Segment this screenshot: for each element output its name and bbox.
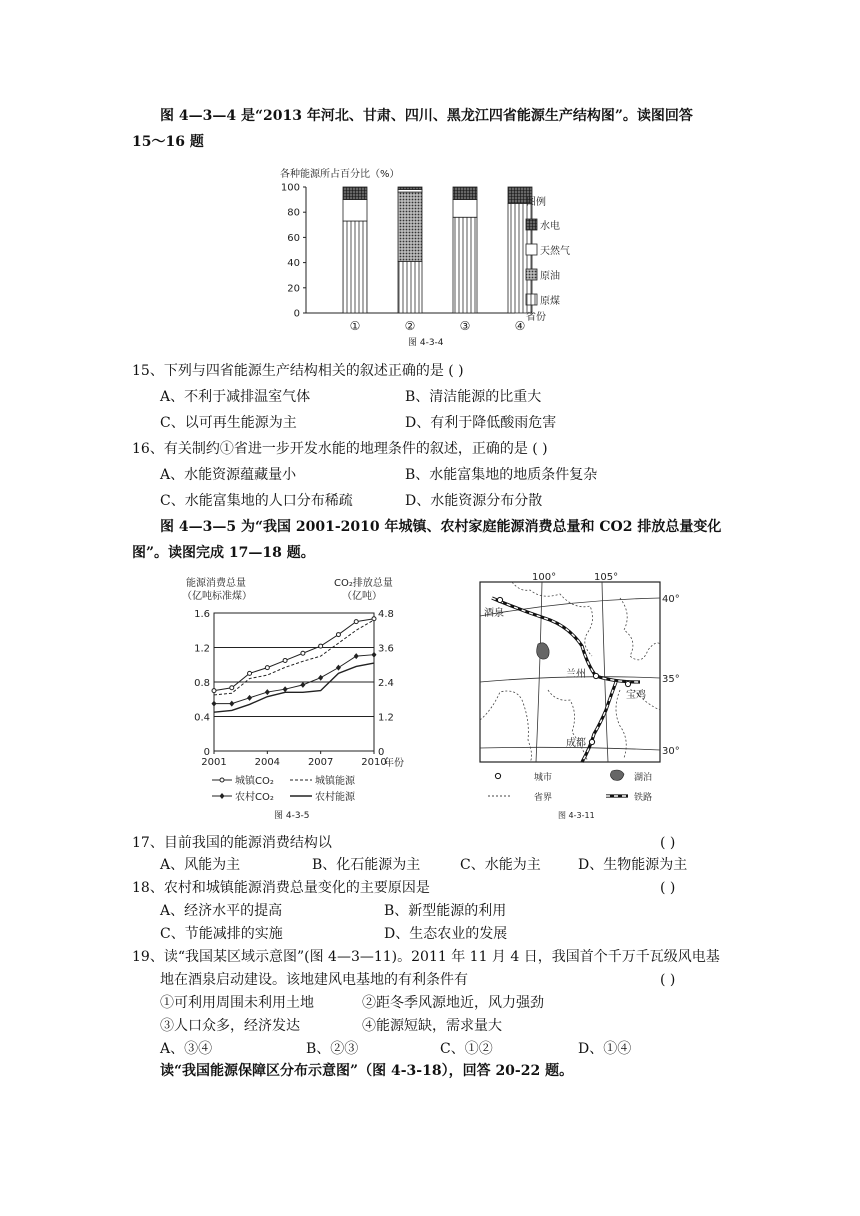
legend-swatch	[526, 219, 537, 230]
left-tick-label: 1.2	[194, 643, 210, 655]
bar-segment	[343, 200, 367, 221]
bar-y-tick-label: 40	[287, 258, 300, 270]
legend-swatch	[526, 244, 537, 255]
region-map	[470, 570, 692, 825]
q18-answer-paren: ( )	[660, 880, 676, 896]
bar-segment	[343, 221, 367, 313]
q18-stem: 18、农村和城镇能源消费总量变化的主要原因是	[132, 880, 430, 896]
q19-option-a[interactable]: A、③④	[160, 1041, 213, 1057]
bar-segment	[398, 192, 422, 261]
bar-legend	[526, 219, 570, 307]
legend-rail-label: 铁路	[634, 793, 653, 803]
legend-label: 水电	[540, 221, 560, 232]
bar-category-label: ③	[459, 319, 471, 333]
series-point	[230, 686, 234, 690]
legend-city-icon	[495, 773, 500, 778]
legend-lake-icon	[610, 770, 624, 780]
series-point	[212, 701, 217, 707]
figure-caption-4311: 图 4-3-11	[558, 811, 595, 820]
intro-line-1: 图 4—3—4 是“2013 年河北、甘肃、四川、黑龙江四省能源生产结构图”。读图回答	[160, 108, 693, 124]
series-point	[336, 665, 341, 671]
series-point	[318, 675, 323, 681]
series-point	[336, 633, 340, 637]
q16-option-a[interactable]: A、水能资源蕴藏量小	[160, 467, 297, 483]
bar-y-tick-label: 80	[287, 207, 300, 219]
x-tick-label: 2004	[254, 757, 281, 768]
svg-text:农村CO₂: 农村CO₂	[235, 792, 274, 803]
bar-segment	[398, 261, 422, 313]
label-chengdu: 成都	[566, 738, 586, 749]
q18-option-a[interactable]: A、经济水平的提高	[160, 903, 283, 919]
intro3-line: 读“我国能源保障区分布示意图”（图 4-3-18），回答 20-22 题。	[160, 1063, 574, 1079]
q19-answer-paren: ( )	[660, 972, 676, 988]
series-point	[247, 695, 252, 701]
series-point	[354, 653, 359, 659]
series-point	[283, 686, 288, 692]
legend-label: 原煤	[540, 296, 560, 307]
q18-option-c[interactable]: C、节能减排的实施	[160, 926, 283, 942]
legend-title: 图例	[526, 197, 546, 208]
q17-option-a[interactable]: A、风能为主	[160, 857, 241, 873]
bar-segment	[343, 187, 367, 200]
baoji-city-marker	[625, 681, 630, 686]
q17-option-b[interactable]: B、化石能源为主	[312, 857, 421, 873]
label-lanzhou: 兰州	[566, 669, 586, 680]
q15-stem: 15、下列与四省能源生产结构相关的叙述正确的是 ( )	[132, 363, 464, 379]
series-line	[214, 655, 374, 704]
q19-option-c[interactable]: C、①②	[440, 1041, 493, 1057]
left-axis-label-2: （亿吨标准煤）	[182, 591, 252, 602]
series-point	[265, 689, 270, 695]
right-axis-label-2: （亿吨）	[342, 591, 382, 602]
q15-option-d[interactable]: D、有利于降低酸雨危害	[405, 415, 557, 431]
legend-rural-co2	[212, 790, 274, 803]
label-lat-40: 40°	[662, 594, 680, 605]
series-point	[354, 620, 358, 624]
legend-city-label: 城市	[534, 773, 553, 783]
bars	[343, 187, 532, 313]
jiuquan-city-marker	[497, 597, 502, 602]
series-point	[229, 701, 234, 707]
line-series	[212, 617, 377, 712]
x-tick-label: 2007	[307, 757, 334, 768]
q16-option-d[interactable]: D、水能资源分布分散	[405, 493, 543, 509]
q19-line-2: 地在酒泉启动建设。该地建风电基地的有利条件有	[160, 972, 468, 988]
series-point	[319, 644, 323, 648]
bar-category-label: ④	[514, 319, 526, 333]
legend-label: 天然气	[540, 246, 570, 257]
q15-option-c[interactable]: C、以可再生能源为主	[160, 415, 297, 431]
label-baoji: 宝鸡	[626, 690, 646, 701]
legend-rural-energy	[290, 790, 356, 803]
q16-stem: 16、有关制约①省进一步开发水能的地理条件的叙述，正确的是 ( )	[132, 441, 548, 457]
label-lat-35: 35°	[662, 674, 680, 685]
q18-option-d[interactable]: D、生态农业的发展	[384, 926, 508, 942]
q19-line-1: 19、读“我国某区域示意图”(图 4—3—11)。2011 年 11 月 4 日，我国首个千万千瓦级风电基	[132, 949, 720, 965]
right-axis-label-1: CO₂排放总量	[334, 578, 393, 589]
label-jiuquan: 酒泉	[484, 608, 504, 619]
intro2-line-2: 图”。读图完成 17—18 题。	[132, 545, 315, 561]
year-axis-label: 年份	[384, 758, 404, 769]
left-tick-label: 0.8	[194, 678, 210, 689]
label-lon-100: 100°	[532, 572, 557, 583]
legend-urban-co2	[212, 774, 274, 787]
q18-option-b[interactable]: B、新型能源的利用	[384, 903, 507, 919]
series-point	[301, 651, 305, 655]
line-grid	[194, 609, 394, 758]
stacked-bar-chart	[270, 165, 610, 350]
series-point	[300, 682, 305, 688]
q17-answer-paren: ( )	[660, 835, 676, 851]
series-point	[283, 658, 287, 662]
bar-segment	[453, 200, 477, 218]
line-chart	[178, 575, 418, 827]
bar-chart-ylabel: 各种能源所占百分比（%）	[280, 169, 400, 180]
intro-line-2: 15～16 题	[132, 134, 204, 150]
right-tick-label: 3.6	[378, 643, 394, 655]
q16-option-b[interactable]: B、水能富集地的地质条件复杂	[405, 467, 598, 483]
intro2-line-1: 图 4—3—5 为“我国 2001-2010 年城镇、农村家庭能源消费总量和 CO2 排放总量变化	[160, 519, 722, 535]
bar-x-labels	[350, 319, 526, 333]
right-tick-label: 1.2	[378, 712, 394, 724]
q19-option-b[interactable]: B、②③	[306, 1041, 359, 1057]
bar-y-ticks	[281, 183, 306, 320]
legend-urban-energy	[290, 774, 356, 787]
left-tick-label: 0.4	[194, 712, 210, 724]
bar-chart-xlabel: 省份	[526, 312, 546, 323]
left-tick-label: 0	[203, 747, 210, 758]
svg-text:城镇CO₂: 城镇CO₂	[235, 776, 274, 787]
bar-segment	[398, 187, 422, 190]
legend-label: 原油	[540, 271, 560, 282]
q19-statement-4: ④能源短缺，需求量大	[362, 1018, 502, 1034]
series-point	[248, 671, 252, 675]
bar-y-tick-label: 0	[293, 308, 300, 320]
bar-y-tick-label: 20	[287, 283, 300, 295]
map-legend	[488, 770, 652, 803]
series-point	[212, 689, 216, 693]
left-axis-label-1: 能源消费总量	[186, 578, 246, 589]
q19-statement-2: ②距冬季风源地近，风力强劲	[362, 995, 544, 1011]
bar-category-label: ②	[404, 319, 416, 333]
series-point	[372, 652, 377, 658]
right-tick-label: 2.4	[378, 678, 394, 689]
x-tick-label: 2010	[361, 757, 387, 768]
q19-option-d[interactable]: D、①④	[578, 1041, 632, 1057]
q19-statement-1: ①可利用周围未利用土地	[160, 995, 314, 1011]
label-lat-30: 30°	[662, 746, 680, 757]
q17-stem: 17、目前我国的能源消费结构以	[132, 835, 332, 851]
bar-segment	[453, 217, 477, 313]
bar-y-tick-label: 60	[287, 232, 300, 244]
line-legend	[212, 774, 356, 803]
left-tick-label: 1.6	[194, 609, 210, 620]
bar-category-label: ①	[349, 319, 361, 333]
bar-segment	[453, 187, 477, 200]
bar-y-tick-label: 100	[280, 182, 300, 194]
svg-text:城镇能源: 城镇能源	[315, 776, 355, 787]
legend-border-label: 省界	[534, 793, 553, 803]
series-line	[214, 620, 374, 695]
series-line	[214, 619, 374, 691]
q17-option-c[interactable]: C、水能为主	[460, 857, 541, 873]
q17-option-d[interactable]: D、生物能源为主	[578, 857, 688, 873]
figure-caption-435: 图 4-3-5	[274, 811, 310, 821]
q15-option-a[interactable]: A、不利于减排温室气体	[160, 389, 311, 405]
svg-text:农村能源: 农村能源	[315, 792, 355, 803]
legend-lake-label: 湖泊	[634, 773, 653, 783]
right-tick-label: 0	[378, 747, 385, 758]
lanzhou-city-marker	[593, 673, 598, 678]
x-tick-label: 2001	[201, 757, 227, 768]
label-lon-105: 105°	[594, 572, 619, 583]
right-tick-label: 4.8	[378, 609, 394, 620]
figure-caption-434: 图 4-3-4	[408, 338, 444, 348]
chengdu-city-marker	[589, 739, 594, 744]
q19-statement-3: ③人口众多，经济发达	[160, 1018, 300, 1034]
q16-option-c[interactable]: C、水能富集地的人口分布稀疏	[160, 493, 353, 509]
series-point	[265, 666, 269, 670]
legend-swatch	[526, 269, 537, 280]
legend-swatch	[526, 294, 537, 305]
q15-option-b[interactable]: B、清洁能源的比重大	[405, 389, 542, 405]
line-x-ticks	[201, 751, 386, 768]
